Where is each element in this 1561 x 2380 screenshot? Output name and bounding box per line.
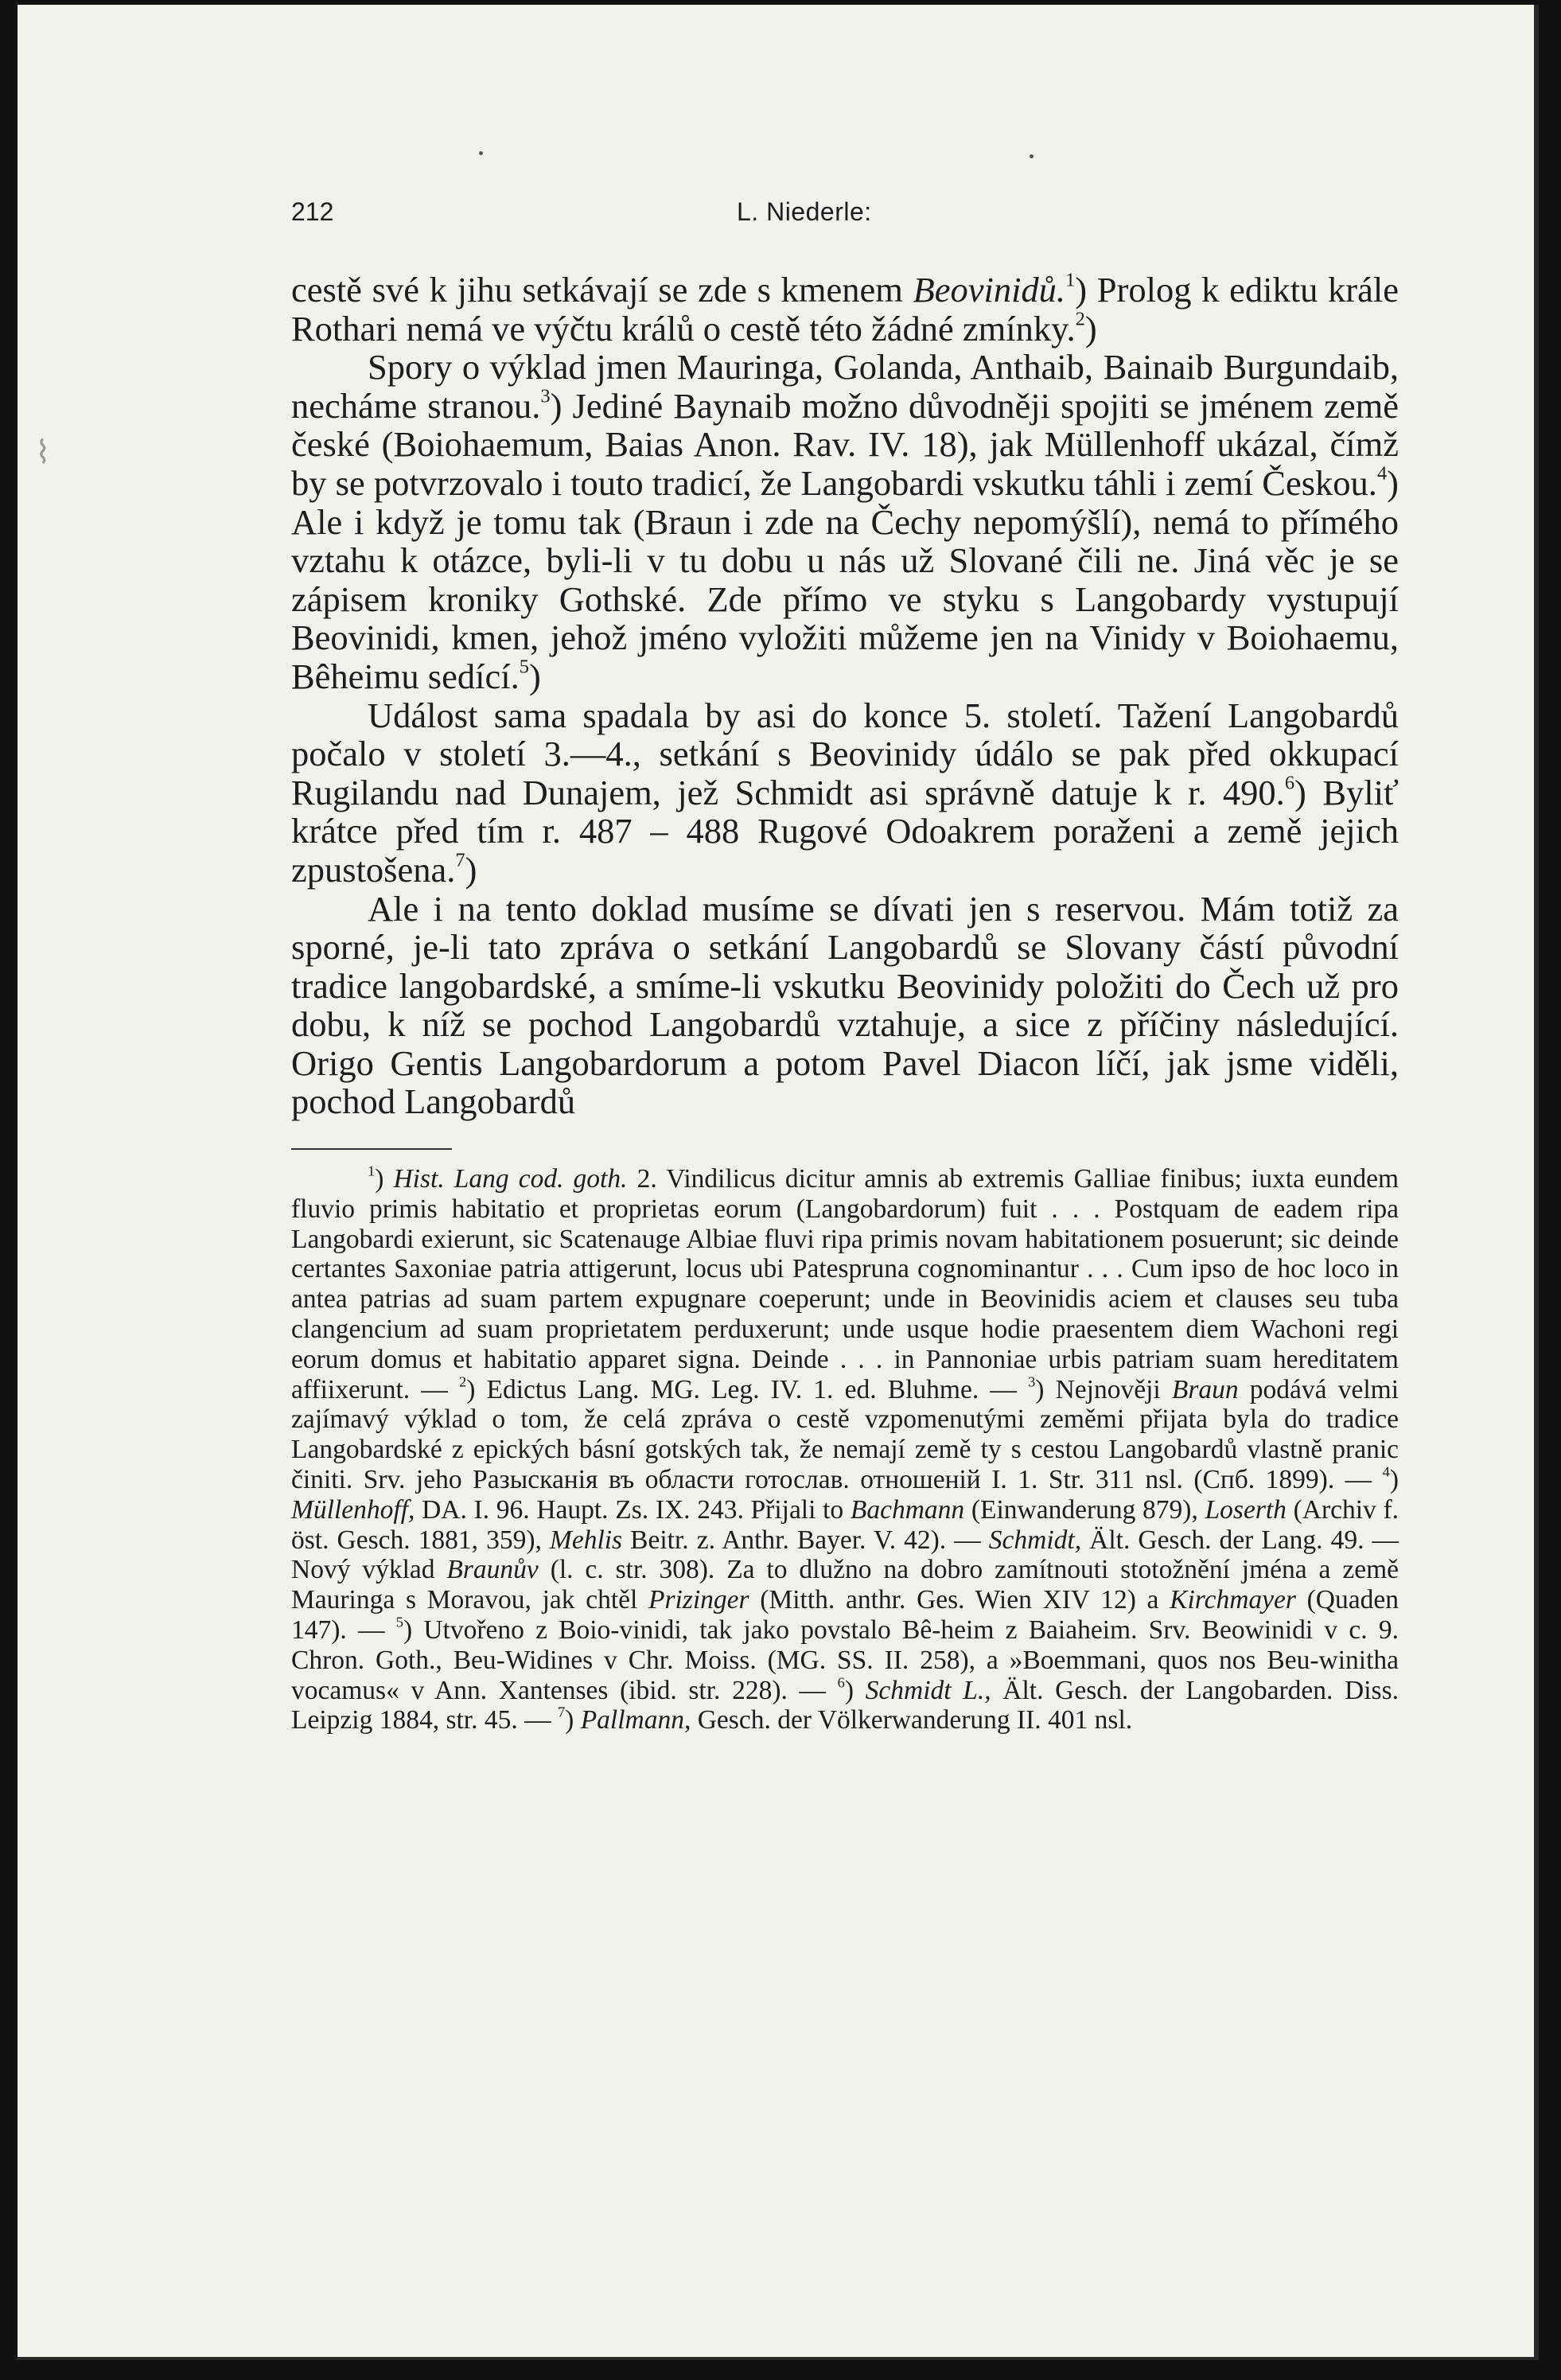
margin-smudge-icon: ⌇ (35, 434, 51, 471)
footnote-reference: 2 (1075, 308, 1085, 330)
paragraph (291, 271, 1399, 348)
text-run: ) Nejnověji (1035, 1374, 1172, 1404)
paragraph (291, 890, 1399, 1122)
scanned-page (18, 5, 1539, 2360)
text-run: Ält. Gesch. der Lang. 49. — Nový výklad (291, 1525, 1399, 1585)
text-run: Ale i na tento doklad musíme se dívati jen s reservou. Mám totiž za sporné, je-li tato zpráva o setkání Langobardů se Slovany částí původní tradice langobardské, a smíme-li vskutku Beovinidy položiti do Čech už pro dobu, k níž se pochod Langobardů vztahuje, a sice z příčiny následující. Origo Gentis Langobardorum a potom Pavel Diacon líčí, jak jsme viděli, pochod Langobardů (291, 888, 1399, 1122)
text-run: ) (465, 849, 477, 890)
text-run: ) Jediné Baynaib možno důvodněji spojiti se jménem země české (Boiohaemum, Baias Anon. Rav. IV. 18), jak Müllenhoff ukázal, čímž by se potvrzovalo i touto tradicí, že Langobardi vskutku táhli i zemí Českou. (291, 385, 1399, 503)
text-run: (Mitth. anthr. Ges. Wien XIV 12) a (749, 1585, 1170, 1615)
text-run: (Einwanderung 879), (964, 1494, 1205, 1525)
text-run: Ält. Gesch. der Langobarden. Diss. Leipzig 1884, str. 45. — (291, 1675, 1399, 1735)
italic-text: Kirchmayer (1170, 1585, 1296, 1615)
footnotes (291, 1164, 1399, 1735)
italic-text: Loserth (1205, 1494, 1287, 1525)
italic-text: Schmidt L., (865, 1675, 991, 1705)
text-run: ) (565, 1705, 581, 1735)
text-run: Událost sama spadala by asi do konce 5. století. Tažení Langobardů počalo v století 3.—4., setkání s Beovinidy údálo se pak před okkupací Rugilandu nad Dunajem, jež Schmidt asi správně datuje k r. 490. (291, 695, 1399, 812)
italic-text: Prizinger (648, 1585, 749, 1615)
text-run: Spory o výklad jmen Mauringa, Golanda, Anthaib, Bainaib Burgundaib, necháme stranou. (291, 347, 1399, 426)
running-title: L. Niederle: (737, 197, 872, 226)
italic-text: Beovinidů. (913, 270, 1066, 310)
italic-text: Bachmann (850, 1494, 965, 1525)
text-run: cestě své k jihu setkávají se zde s kmenem (291, 270, 913, 310)
text-run: (Archiv f. öst. Gesch. 1881, 359), (291, 1494, 1399, 1555)
text-run: ) Byliť krátce před tím r. 487 – 488 Rugové Odoakrem poraženi a země jejich zpustošena. (291, 772, 1399, 890)
text-run: podává velmi zajímavý výklad o tom, že celá zpráva o cestě vzpomenutými zeměmi přijata byla do tradice Langobardské z epických básní gotských tak, že nemají země ty s cestou Langobardů vlastně pranic činiti. Srv. jeho Разысканія въ области готослав. отношеній I. 1. Str. 311 nsl. (Спб. 1899). — (291, 1374, 1399, 1495)
running-header (291, 197, 1399, 242)
footnote-reference: 6 (837, 1673, 845, 1690)
italic-text: Mehlis (549, 1525, 623, 1555)
footnote-reference: 1 (1065, 269, 1076, 291)
footnote-reference: 3 (540, 385, 551, 407)
italic-text: Hist. Lang cod. goth. (393, 1164, 628, 1194)
text-run: ) (1084, 308, 1097, 349)
text-run: Beitr. z. Anthr. Bayer. V. 42). — (622, 1525, 989, 1555)
footnote-reference: 3 (1028, 1373, 1036, 1389)
paragraph (291, 348, 1399, 695)
footnote-reference: 2 (459, 1373, 467, 1389)
text-run: ) Utvořeno z Boio-vinidi, tak jako povstalo Bê-heim z Baiaheim. Srv. Beowinidi v c. 9. Chron. Goth., Beu-Widines v Chr. Moiss. (MG. SS. II. 258), a »Boemmani, quos nos Beu-winitha vocamus« v Ann. Xantenses (ibid. str. 228). — (291, 1615, 1399, 1705)
scan-speck (479, 151, 483, 155)
paragraph (291, 696, 1399, 890)
italic-text: Pallmann, (580, 1705, 691, 1735)
text-run: (Quaden 147). — (291, 1585, 1399, 1646)
scan-speck (1030, 154, 1034, 158)
text-run: DA. I. 96. Haupt. Zs. IX. 243. Přijali to (415, 1494, 851, 1525)
page-number: 212 (291, 197, 334, 226)
text-run: Gesch. der Völkerwanderung II. 401 nsl. (691, 1705, 1133, 1735)
footnote-reference: 1 (368, 1163, 376, 1179)
text-run: ) (375, 1164, 394, 1194)
text-run: ) (844, 1675, 866, 1705)
text-run: 2. Vindilicus dicitur amnis ab extremis Galliae finibus; iuxta eundem fluvio primis habitatio et proprietas eorum (Langobardorum) fuit . . . Postquam de eadem ripa Langobardi exierunt, sic Scatenauge Albiae fluvi ripa primis novam habitationem posuerunt; sic deinde certantes Saxoniae patria attigerunt, locus ubi Patespruna cognominantur . . . Cum ipso de hoc loco in antea patrias ad suam partem expugnare coeperunt; unde in Beovinidis aciem et clauses seu tuba clangencium ad suam proprietatem perduxerunt; unde usque hodie praesentem diem Wachoni regi eorum domus et habitatio apparet signa. Deinde . . . in Pannoniae urbis patriam suam hereditatem affiixerunt. — (291, 1164, 1399, 1404)
footnote-text (291, 1164, 1399, 1735)
body-text (291, 271, 1399, 1121)
footnote-divider (291, 1148, 452, 1150)
footnote-reference: 4 (1376, 462, 1388, 485)
page-content (291, 197, 1399, 1735)
italic-text: Braunův (446, 1555, 539, 1585)
text-run: ) Prolog k ediktu krále Rothari nemá ve výčtu králů o cestě této žádné zmínky. (291, 270, 1399, 349)
footnote-reference: 7 (557, 1704, 566, 1720)
footnote-reference: 4 (1382, 1463, 1390, 1480)
footnote-reference: 5 (519, 656, 529, 678)
italic-text: Müllenhoff, (291, 1494, 415, 1525)
italic-text: Schmidt, (988, 1525, 1082, 1555)
italic-text: Braun (1171, 1374, 1239, 1404)
text-run: ) (1389, 1465, 1399, 1495)
text-run: ) (528, 656, 541, 696)
text-run: ) Edictus Lang. MG. Leg. IV. 1. ed. Bluhme. — (466, 1374, 1029, 1404)
footnote-reference: 7 (455, 849, 465, 871)
footnote-reference: 5 (395, 1614, 403, 1630)
text-run: ) Ale i když je tomu tak (Braun i zde na Čechy nepomýšlí), nemá to přímého vztahu k otázce, byli-li v tu dobu u nás už Slované čili ne. Jiná věc je se zápisem kroniky Gothské. Zde přímo ve styku s Langobardy vystupují Beovinidi, kmen, jehož jméno vyložiti můžeme jen na Vinidy v Boiohaemu, Bêheimu sedící. (291, 462, 1399, 696)
footnote-reference: 6 (1284, 772, 1295, 794)
text-run: (l. c. str. 308). Za to dlužno na dobro zamítnouti stotožnění jména a země Mauringa s Moravou, jak chtěl (291, 1555, 1399, 1615)
